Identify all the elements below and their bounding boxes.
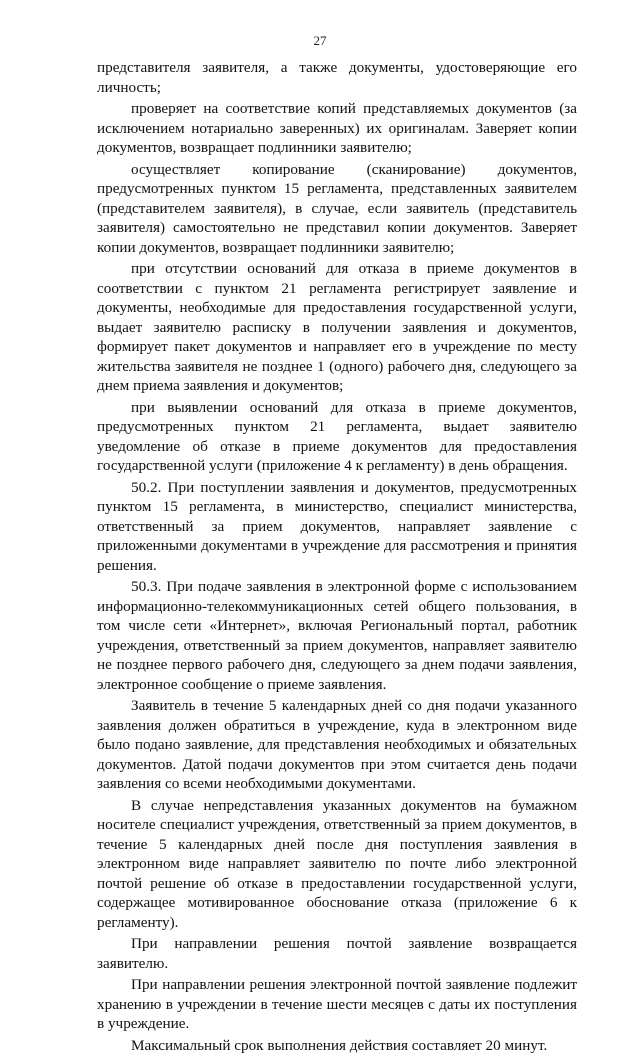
paragraph: проверяет на соответствие копий представляемых документов (за исключением нотариально заверенных) их оригиналам. Заверяет копии документов, возвращает подлинники заявителю; xyxy=(97,100,577,156)
paragraph: При направлении решения почтой заявление возвращается заявителю. xyxy=(97,935,577,972)
paragraph: 50.3. При подаче заявления в электронной форме с использованием информационно-телекоммуникационных сетей общего пользования, в том числе сети «Интернет», включая Региональный портал, работник учреждения, ответственный за прием документов, направляет заявителю не позднее первого рабочего дня, следующего за днем подачи заявления, электронное сообщение о приеме заявления. xyxy=(97,578,577,693)
paragraph: При направлении решения электронной почтой заявление подлежит хранению в учреждении в течение шести месяцев с даты их поступления в учреждение. xyxy=(97,976,577,1032)
page-number: 27 xyxy=(313,33,327,48)
paragraph: при выявлении оснований для отказа в приеме документов, предусмотренных пунктом 21 регламента, выдает заявителю уведомление об отказе в приеме документов для предоставления государственной услуги (приложение 4 к регламенту) в день обращения. xyxy=(97,398,577,474)
paragraph: Заявитель в течение 5 календарных дней со дня подачи указанного заявления должен обратиться в учреждение, куда в электронном виде было подано заявление, для представления необходимых и обязательных документов. Датой подачи документов при этом считается день подачи заявления со всеми необходимыми документами. xyxy=(97,697,577,792)
paragraph: представителя заявителя, а также документы, удостоверяющие его личность; xyxy=(97,59,577,96)
document-body xyxy=(97,58,577,1057)
paragraph: осуществляет копирование (сканирование) документов, предусмотренных пунктом 15 регламента, представленных заявителем (представителем заявителя), в случае, если заявитель (представитель заявителя) самостоятельно не представил копии документов. Заверяет копии документов, возвращает подлинники заявителю; xyxy=(97,160,577,256)
paragraph: 50.2. При поступлении заявления и документов, предусмотренных пунктом 15 регламента, в министерство, специалист министерства, ответственный за прием документов, направляет заявление с приложенными документами в учреждение для рассмотрения и принятия решения. xyxy=(97,478,577,574)
paragraph: Максимальный срок выполнения действия составляет 20 минут. xyxy=(131,1036,548,1054)
paragraph: при отсутствии оснований для отказа в приеме документов в соответствии с пунктом 21 регламента регистрирует заявление и документы, необходимые для предоставления государственной услуги, выдает заявителю расписку в получении заявления и документов, формирует пакет документов и направляет его в учреждение по месту жительства заявителя не позднее 1 (одного) рабочего дня, следующего за днем приема заявления и документов; xyxy=(97,260,577,394)
paragraph: В случае непредставления указанных документов на бумажном носителе специалист учреждения, ответственный за прием документов, в течение 5 календарных дней после дня поступления заявления в электронном виде направляет заявителю по почте либо электронной почтой решение об отказе в предоставлении государственной услуги, содержащее мотивированное обоснование отказа (приложение 6 к регламенту). xyxy=(97,796,577,931)
